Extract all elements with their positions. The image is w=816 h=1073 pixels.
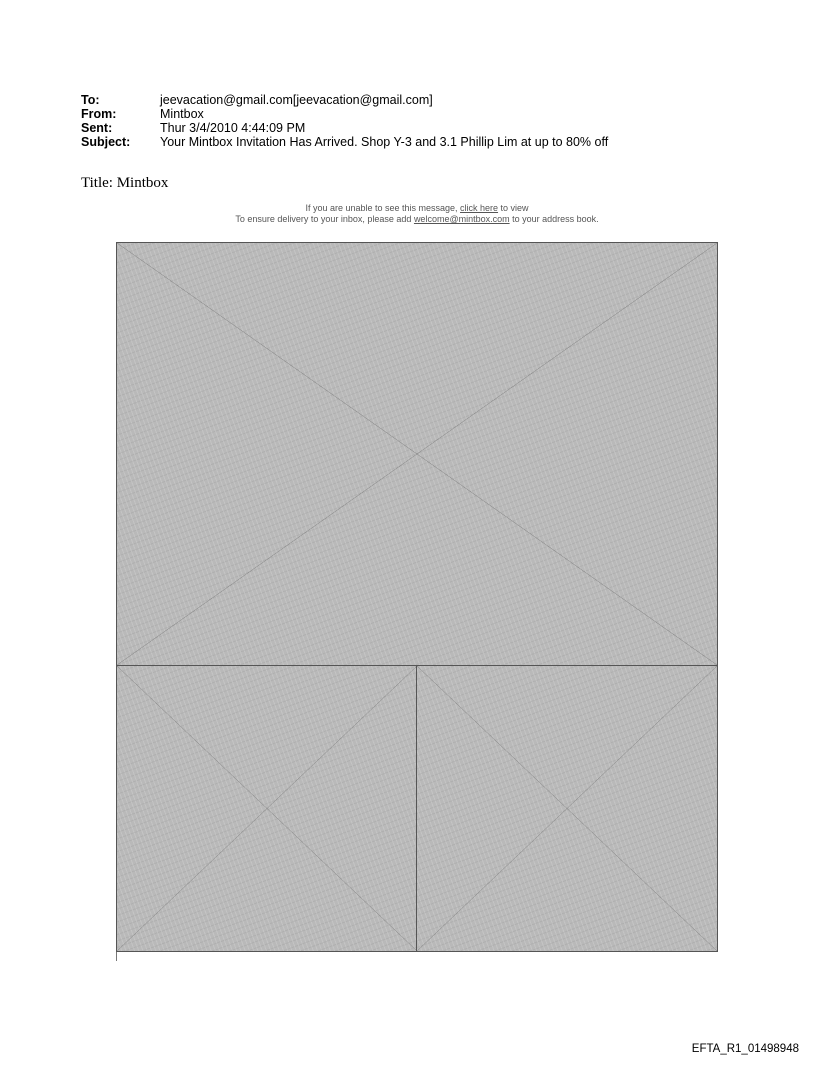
page-title: Title: Mintbox: [81, 175, 169, 191]
notice-text-2b: to your address book.: [509, 214, 599, 224]
address-book-notice: [0, 214, 816, 224]
from-label: From:: [81, 107, 117, 121]
to-row: [81, 93, 608, 107]
from-row: [81, 107, 608, 121]
email-header: [81, 93, 608, 149]
broken-image-icon: [117, 243, 717, 665]
view-online-notice: [0, 203, 816, 213]
click-here-link[interactable]: click here: [460, 203, 499, 213]
sent-label: Sent:: [81, 121, 113, 135]
right-image-placeholder[interactable]: [416, 665, 718, 952]
notice-text-1a: If you are unable to see this message,: [305, 203, 461, 213]
subject-label: Subject:: [81, 135, 131, 149]
sent-value: Thur 3/4/2010 4:44:09 PM: [160, 121, 306, 135]
subject-row: [81, 135, 608, 149]
notice-text-2a: To ensure delivery to your inbox, please add: [235, 214, 414, 224]
broken-image-icon: [117, 666, 417, 951]
left-image-placeholder[interactable]: [116, 665, 418, 952]
to-label: To:: [81, 93, 100, 107]
sender-email-link[interactable]: welcome@mintbox.com: [413, 214, 510, 224]
subject-value: Your Mintbox Invitation Has Arrived. Shop Y-3 and 3.1 Phillip Lim at up to 80% off: [160, 135, 609, 149]
sent-row: [81, 121, 608, 135]
to-value: jeevacation@gmail.com[jeevacation@gmail.com]: [160, 93, 433, 107]
broken-image-icon: [417, 666, 717, 951]
banner-image-placeholder[interactable]: [116, 242, 718, 666]
notice-text-1b: to view: [498, 203, 529, 213]
from-value: Mintbox: [160, 107, 204, 121]
layout-divider: [116, 952, 117, 961]
document-id: EFTA_R1_01498948: [691, 1043, 799, 1055]
